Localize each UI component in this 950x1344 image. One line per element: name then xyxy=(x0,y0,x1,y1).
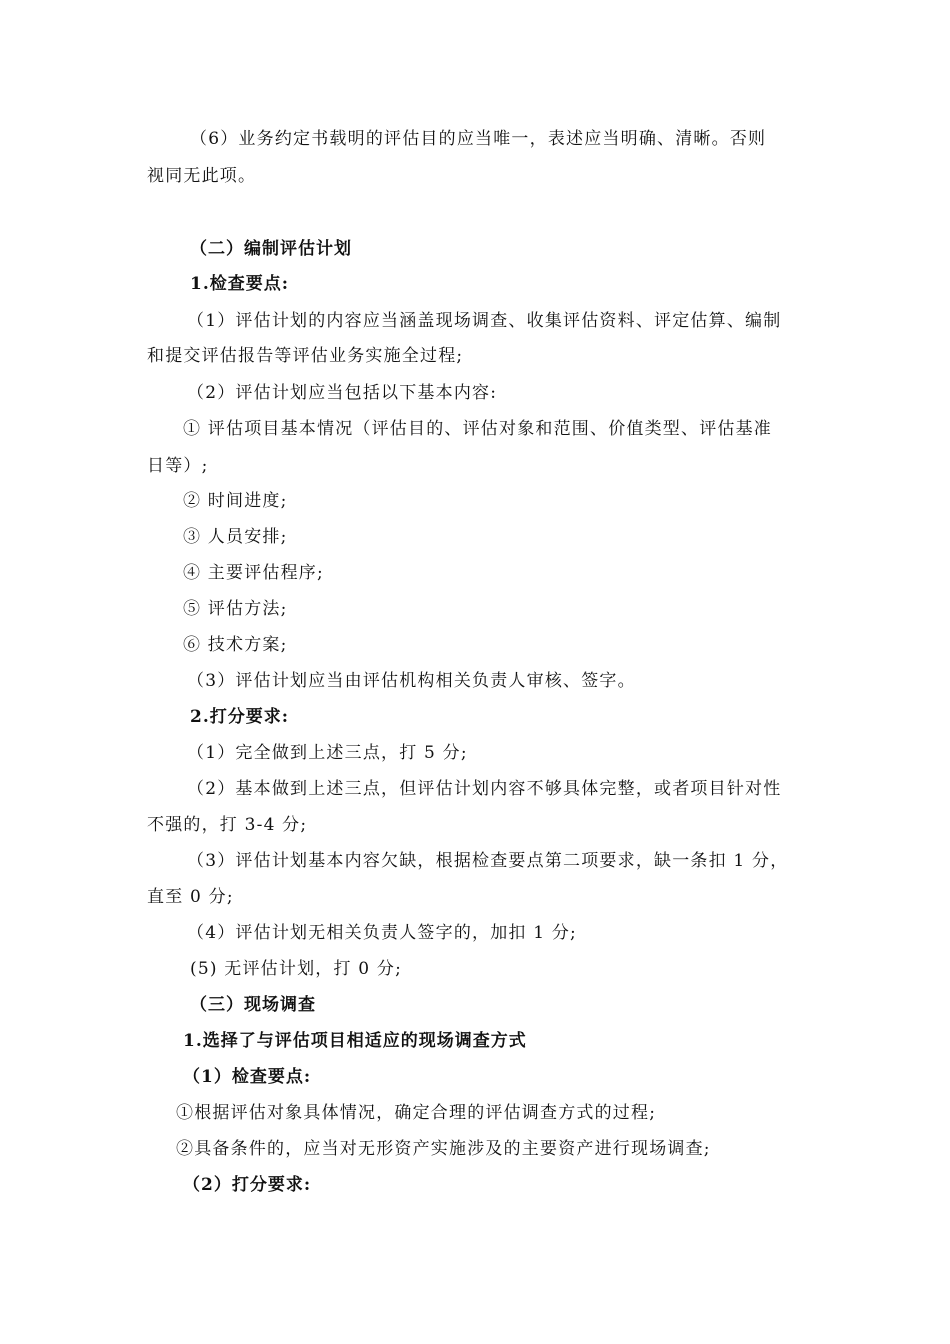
paragraph-line: （2）评估计划应当包括以下基本内容: xyxy=(187,383,498,403)
subsection-heading: 2.打分要求: xyxy=(190,707,290,727)
paragraph-line: （1）评估计划的内容应当涵盖现场调查、收集评估资料、评定估算、编制 xyxy=(187,311,782,331)
section-heading: （三）现场调查 xyxy=(190,995,316,1015)
paragraph-line: （6）业务约定书载明的评估目的应当唯一，表述应当明确、清晰。否则 xyxy=(190,129,767,149)
list-item: ① 评估项目基本情况（评估目的、评估对象和范围、价值类型、评估基准 xyxy=(183,419,773,439)
subsection-heading: （2）打分要求: xyxy=(183,1175,312,1195)
subsection-heading: 1.检查要点: xyxy=(190,274,290,294)
paragraph-line: (5) 无评估计划，打 0 分; xyxy=(190,959,403,979)
paragraph-line: （1）完全做到上述三点，打 5 分; xyxy=(187,743,468,763)
list-item: ②具备条件的，应当对无形资产实施涉及的主要资产进行现场调查; xyxy=(176,1139,711,1159)
paragraph-line: （3）评估计划基本内容欠缺，根据检查要点第二项要求，缺一条扣 1 分， xyxy=(187,851,789,871)
paragraph-line: 不强的，打 3-4 分; xyxy=(147,815,308,835)
paragraph-line: 和提交评估报告等评估业务实施全过程; xyxy=(147,346,464,366)
paragraph-line: （3）评估计划应当由评估机构相关负责人审核、签字。 xyxy=(187,671,636,691)
paragraph-line: 直至 0 分; xyxy=(147,887,234,907)
list-item: ⑥ 技术方案; xyxy=(183,635,288,655)
paragraph-line: （4）评估计划无相关负责人签字的，加扣 1 分; xyxy=(187,923,577,943)
list-item: 日等）; xyxy=(147,456,209,476)
list-item: ③ 人员安排; xyxy=(183,527,288,547)
subsection-heading: 1.选择了与评估项目相适应的现场调查方式 xyxy=(183,1031,527,1051)
subsection-heading: （1）检查要点: xyxy=(183,1067,312,1087)
list-item: ② 时间进度; xyxy=(183,491,288,511)
list-item: ④ 主要评估程序; xyxy=(183,563,324,583)
list-item: ⑤ 评估方法; xyxy=(183,599,288,619)
list-item: ①根据评估对象具体情况，确定合理的评估调查方式的过程; xyxy=(176,1103,657,1123)
section-heading: （二）编制评估计划 xyxy=(190,239,352,259)
paragraph-line: （2）基本做到上述三点，但评估计划内容不够具体完整，或者项目针对性 xyxy=(187,779,782,799)
paragraph-line: 视同无此项。 xyxy=(147,166,257,186)
